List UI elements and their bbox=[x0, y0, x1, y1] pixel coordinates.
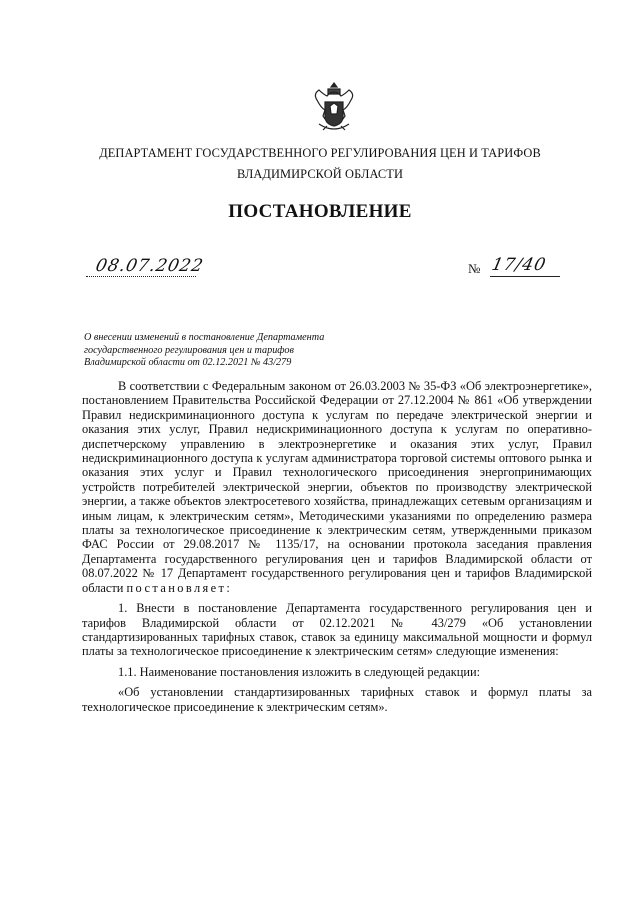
document-body bbox=[82, 379, 592, 714]
item-1-paragraph: 1. Внести в постановление Департамента государственного регулирования цен и тарифов Владимирской области от 02.12.2021 № 43/279 «Об установлении стандартизированных тарифных ставок, ставок за единицу максимальной мощности и формул платы за технологическое присоединение к электрическим сетям» следующие изменения: bbox=[82, 601, 592, 659]
document-subject bbox=[84, 332, 384, 370]
subject-line: государственного регулирования цен и тарифов bbox=[84, 344, 294, 356]
subject-line: О внесении изменений в постановление Департамента bbox=[84, 332, 325, 343]
number-sign: № bbox=[468, 261, 481, 276]
date-underline bbox=[86, 276, 196, 277]
item-1-1-paragraph: 1.1. Наименование постановления изложить в следующей редакции: bbox=[118, 664, 481, 679]
preamble-paragraph bbox=[82, 379, 592, 595]
document-date: 08.07.2022 bbox=[93, 256, 206, 276]
number-underline bbox=[490, 276, 560, 277]
resolves-word: постановляет: bbox=[126, 580, 233, 595]
department-name-line-2: ВЛАДИМИРСКОЙ ОБЛАСТИ bbox=[236, 167, 404, 181]
document-number: 17/40 bbox=[489, 255, 549, 275]
preamble-text: В соответствии с Федеральным законом от 26.03.2003 № 35-ФЗ «Об электроэнергетике», постановлением Правительства Российской Федерации от 27.12.2004 № 861 «Об утверждении Правил недискриминационного доступа к услугам по передаче электрической энергии и оказания этих услуг, Правил недискриминационного доступа к услугам по оперативно-диспетчерскому управлению в электроэнергетике и оказания этих услуг, Правил недискриминационного доступа к услугам администратора торговой системы оптового рынка и оказания этих услуг и Правил технологического присоединения энергопринимающих устройств потребителей электрической энергии, объектов по производству электрической энергии, а также объектов электросетевого хозяйства, принадлежащих сетевым организациям и иным лицам, к электрическим сетям», Методическими указаниями по определению размера платы за технологическое присоединение к электрическим сетям, утвержденными приказом ФАС России от 29.08.2017 № 1135/17, на основании протокола заседания правления Департамента государственного регулирования цен и тарифов Владимирской области от 08.07.2022 № 17 Департамент государственного регулирования цен и тарифов Владимирской области bbox=[82, 379, 592, 595]
new-title-paragraph: «Об установлении стандартизированных тарифных ставок и формул платы за технологическое присоединение к электрическим сетям». bbox=[82, 685, 592, 714]
document-type-title: ПОСТАНОВЛЕНИЕ bbox=[228, 201, 412, 222]
subject-line: Владимирской области от 02.12.2021 № 43/279 bbox=[84, 357, 292, 369]
coat-of-arms-icon bbox=[311, 80, 357, 138]
department-name-line-1: ДЕПАРТАМЕНТ ГОСУДАРСТВЕННОГО РЕГУЛИРОВАНИЯ ЦЕН И ТАРИФОВ bbox=[99, 146, 541, 160]
